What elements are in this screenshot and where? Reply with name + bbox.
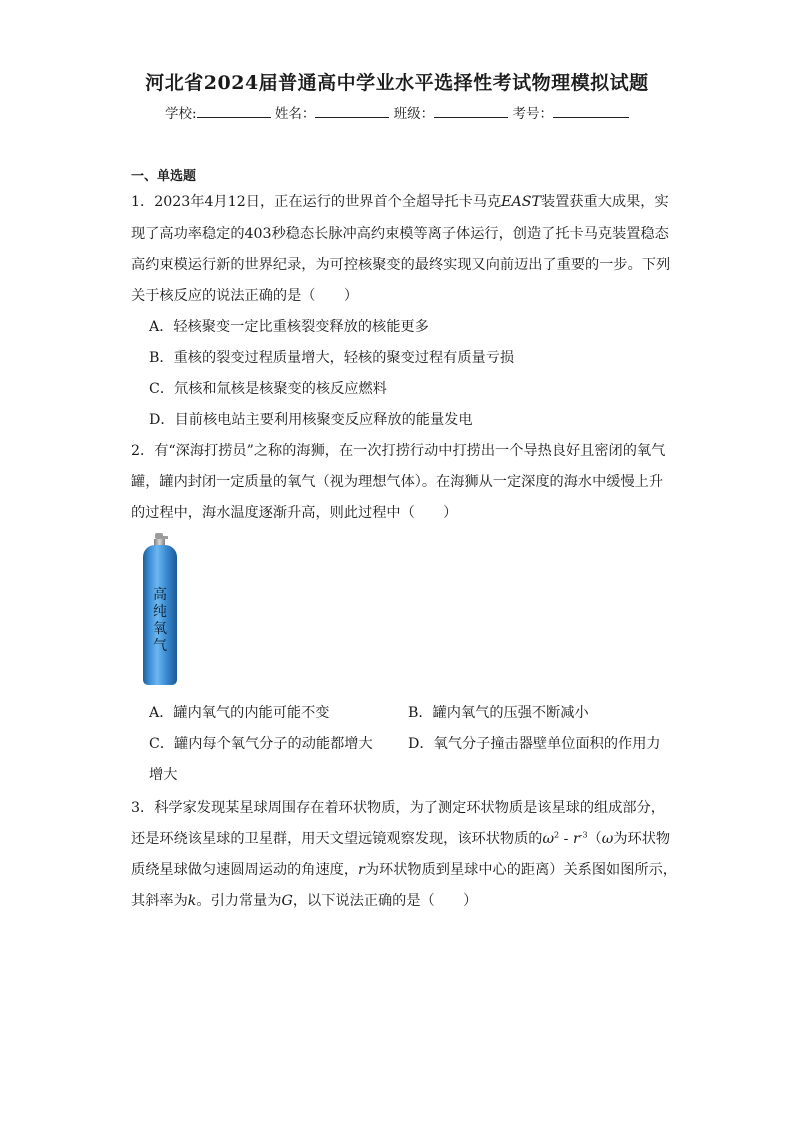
- q2-option-d-continued: 增大: [149, 767, 178, 783]
- q1-option-c[interactable]: C．氘核和氚核是核聚变的核反应燃料: [149, 381, 387, 397]
- q1-option-d[interactable]: D．目前核电站主要利用核聚变反应释放的能量发电: [149, 412, 473, 428]
- page-title: 河北省2024届普通高中学业水平选择性考试物理模拟试题: [145, 72, 649, 94]
- cylinder-body: [143, 545, 177, 685]
- q1-option-a[interactable]: A．轻核聚变一定比重核裂变释放的核能更多: [149, 319, 429, 335]
- q2-line-2: 罐，罐内封闭一定质量的氧气（视为理想气体）。在海狮从一定深度的海水中缓慢上升: [131, 474, 664, 490]
- number-label: 考号：: [512, 106, 553, 122]
- class-blank[interactable]: [434, 105, 508, 118]
- name-blank[interactable]: [315, 105, 389, 118]
- q3-line-2: 还是环绕该星球的卫星群，用天文望远镜观察发现，该环状物质的$\omega^2 - r^{-3}(\omega$为环状物: [131, 830, 671, 847]
- number-blank[interactable]: [553, 105, 629, 118]
- q3-line-4: 其斜率为k。引力常量为G，以下说法正确的是（ ）: [131, 893, 478, 909]
- q1-line-3: 高约束模运行新的世界纪录，为可控核聚变的最终实现又向前迈出了重要的一步。下列: [131, 257, 671, 273]
- q2-option-b[interactable]: B．罐内氧气的压强不断减小: [408, 705, 589, 721]
- q2-option-c[interactable]: C．罐内每个氧气分子的动能都增大: [149, 736, 373, 752]
- name-label: 姓名：: [274, 106, 316, 122]
- q1-line-1: 1．2023年4月12日，正在运行的世界首个全超导托卡马克EAST装置获重大成果，实: [131, 194, 669, 210]
- school-label: 学校:: [165, 106, 197, 122]
- oxygen-cylinder-image: [140, 533, 182, 685]
- class-label: 班级：: [393, 106, 435, 122]
- cylinder-label: 高纯氧气: [153, 587, 167, 654]
- section-heading: 一、单选题: [131, 169, 197, 184]
- q3-line-3: 质绕星球做匀速圆周运动的角速度，r为环状物质到星球中心的距离）关系图如图所示，: [131, 862, 677, 878]
- q3-line-1: 3．科学家发现某星球周围存在着环状物质，为了测定环状物质是该星球的组成部分，: [131, 800, 665, 816]
- school-blank[interactable]: [197, 105, 271, 118]
- q1-option-b[interactable]: B．重核的裂变过程质量增大，轻核的聚变过程有质量亏损: [149, 350, 515, 366]
- q2-option-a[interactable]: A．罐内氧气的内能可能不变: [149, 705, 330, 721]
- q2-option-d[interactable]: D．氧气分子撞击器壁单位面积的作用力: [408, 736, 661, 752]
- q1-line-4: 关于核反应的说法正确的是（ ）: [131, 288, 359, 304]
- q1-line-2: 现了高功率稳定的403秒稳态长脉冲高约束模等离子体运行，创造了托卡马克装置稳态: [131, 226, 669, 242]
- exam-info-row: [165, 102, 629, 122]
- q2-line-1: 2．有“深海打捞员”之称的海狮，在一次打捞行动中打捞出一个导热良好且密闭的氧气: [131, 443, 666, 459]
- q2-line-3: 的过程中，海水温度逐渐升高，则此过程中（ ）: [131, 505, 458, 521]
